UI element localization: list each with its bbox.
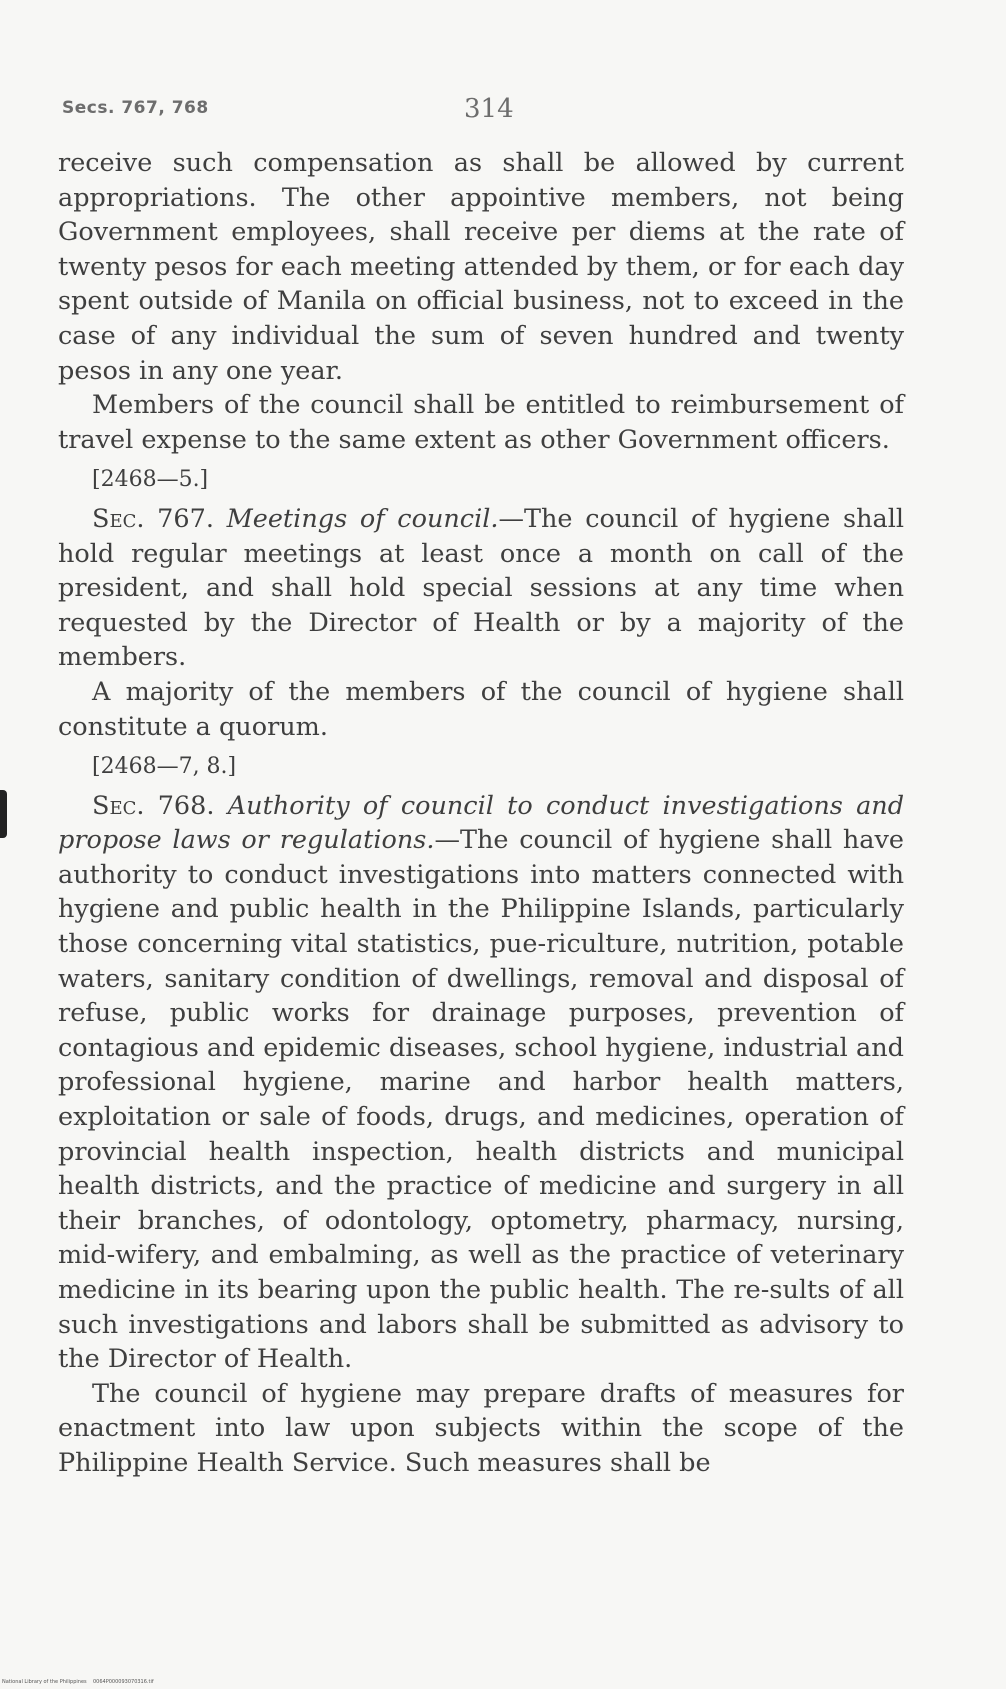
page-body: [58, 146, 904, 1481]
running-head-sections: Secs. 767, 768: [62, 98, 209, 118]
section-768-text: —The council of hygiene shall have authority to conduct investigations into matters connected with hygiene and public health in the Philippine Islands, particularly those concerning vital statistics, pue-riculture, nutrition, potable waters, sanitary condition of dwellings, removal and disposal of refuse, public works for drainage purposes, prevention of contagious and epidemic diseases, school hygiene, industrial and professional hygiene, marine and harbor health matters, exploitation or sale of foods, drugs, and medicines, operation of provincial health inspection, health districts and municipal health districts, and the practice of medicine and surgery in all their branches, of odontology, optometry, pharmacy, nursing, mid-wifery, and embalming, as well as the practice of veterinary medicine in its bearing upon the public health. The re-sults of all such investigations and labors shall be submitted as advisory to the Director of Health.: [58, 825, 904, 1375]
section-767-title: Meetings of council.: [226, 503, 499, 534]
section-768-title: Authority of council to conduct investigations and propose laws or regulations.: [58, 790, 905, 856]
page-number: 314: [464, 94, 514, 124]
section-768-label: Sec. 768.: [92, 790, 215, 821]
scan-footer: [2, 1679, 154, 1685]
paragraph-compensation: receive such compensation as shall be allowed by current appropriations. The other appointive members, not being Government employees, shall receive per diems at the rate of twenty pesos for each meeting attended by them, or for each day spent outside of Manila on official business, not to exceed in the case of any individual the sum of seven hundred and twenty pesos in any one year.: [58, 148, 904, 386]
footer-code: 0064P000093070316.tif: [93, 1679, 154, 1685]
paragraph-reimbursement: Members of the council shall be entitled to reimbursement of travel expense to the same extent as other Government officers.: [58, 390, 904, 455]
footer-library: National Library of the Philippines: [2, 1679, 87, 1685]
paragraph-quorum: A majority of the members of the council of hygiene shall constitute a quorum.: [58, 676, 904, 742]
running-head: [62, 94, 904, 124]
source-reference: [2468—7, 8.]: [92, 754, 237, 780]
section-768: [58, 789, 904, 1377]
paragraph-drafts: The council of hygiene may prepare drafts of measures for enactment into law upon subjects within the scope of the Philippine Health Service. Such measures shall be: [58, 1378, 904, 1478]
binding-shadow: [0, 790, 7, 838]
source-reference: [2468—5.]: [92, 467, 209, 493]
section-767-text: —The council of hygiene shall hold regular meetings at least once a month on call of the president, and shall hold special sessions at any time when requested by the Director of Health or by a majority of the members.: [58, 503, 905, 673]
section-767-label: Sec. 767.: [92, 503, 214, 534]
section-767: [58, 502, 904, 675]
